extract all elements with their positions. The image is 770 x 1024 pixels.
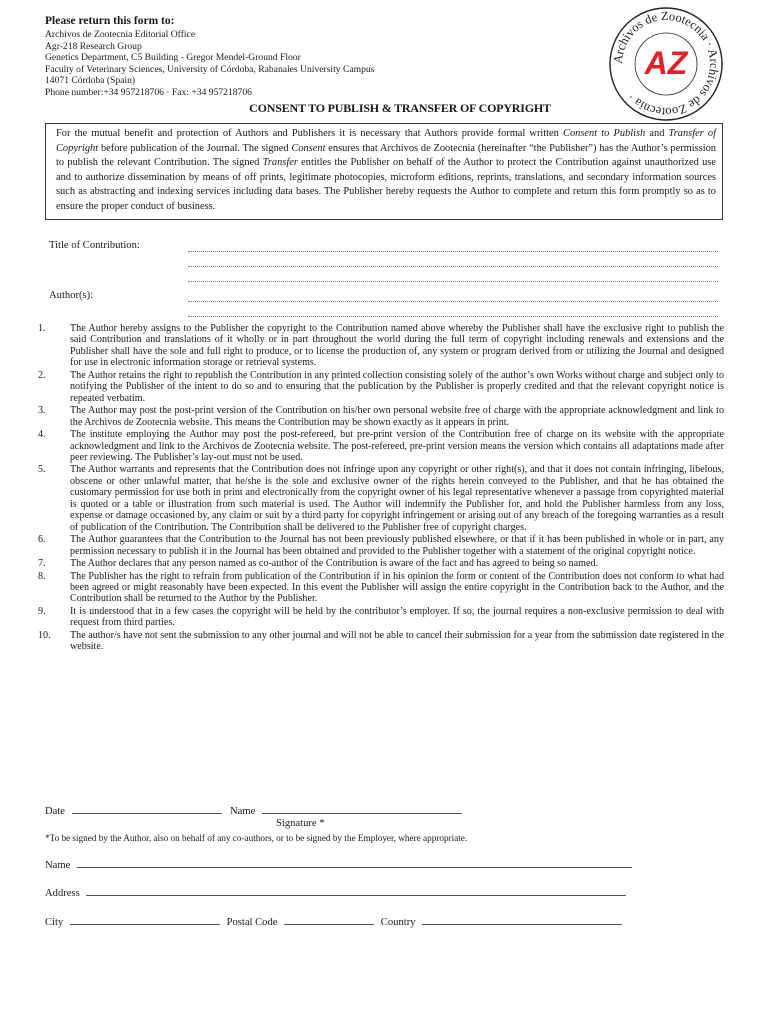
term-number: 6. — [38, 534, 46, 546]
intro-emphasis: Consent to Publish — [563, 128, 646, 139]
postal-code-label: Postal Code — [226, 917, 278, 928]
intro-text: and — [645, 128, 669, 139]
intro-paragraph — [45, 123, 723, 220]
date-label: Date — [45, 806, 65, 817]
title-field-line-2[interactable] — [188, 265, 718, 267]
term-item — [38, 464, 724, 533]
term-item — [38, 558, 724, 569]
date-field[interactable] — [72, 805, 222, 814]
address-line: Genetics Department, C5 Building - Gregor Mendel-Ground Floor — [45, 52, 301, 64]
term-text: The Author retains the right to republish the Contribution in any printed collection consisting solely of the author’s own Works without charge and subject only to notifying the Publisher of the intent to do so and to ensuring that the publication by the Publisher is properly credited and that the relevant copyright notice is repeated verbatim. — [70, 369, 724, 404]
signature-label: Signature * — [276, 818, 325, 829]
city-field[interactable] — [70, 916, 220, 925]
address-label: Address — [45, 888, 80, 899]
signer-name-label: Name — [230, 806, 256, 817]
intro-emphasis: Transfer — [262, 157, 298, 169]
title-of-contribution-label: Title of Contribution: — [49, 240, 140, 251]
postal-code-field[interactable] — [284, 916, 374, 925]
address-line: Phone number:+34 957218706 · Fax: +34 957218706 — [45, 86, 252, 98]
term-number: 2. — [38, 369, 46, 381]
term-number: 4. — [38, 429, 46, 441]
intro-emphasis: Consent — [291, 142, 326, 154]
terms-list — [38, 323, 724, 654]
address-line: Agr-218 Research Group — [45, 40, 142, 52]
intro-text: before publication of the Journal. The signed — [98, 142, 292, 154]
term-number: 1. — [38, 323, 46, 334]
authors-label: Author(s): — [49, 290, 94, 301]
signature-footnote: *To be signed by the Author, also on behalf of any co-authors, or to be signed by the Employer, where appropriate. — [45, 833, 468, 843]
country-field[interactable] — [422, 916, 622, 925]
term-number: 5. — [38, 464, 46, 476]
address-row — [45, 887, 626, 899]
intro-text: ensures that Archivos de Zootecnia (hereinafter “the Publisher”) has the Author’s permission to publish the relevant Contribution. The signed — [56, 142, 716, 169]
address-field[interactable] — [86, 887, 626, 896]
term-text: The institute employing the Author may post the post-refereed, but pre-print version of the Contribution free of charge on its website with the appropriate acknowledgment and link to the Archivos de Zootecnia website. The post-refereed, pre-print version means the version which contains all adaptations made after peer reviewing. The Publisher’s lay-out must not be used. — [70, 429, 724, 463]
country-label: Country — [380, 917, 416, 928]
address-line: Faculty of Veterinary Sciences, University of Córdoba, Rabanales University Campus — [45, 63, 375, 75]
date-row — [45, 805, 222, 817]
term-item — [38, 323, 724, 369]
term-item — [38, 429, 724, 463]
name-field[interactable] — [77, 859, 632, 868]
term-text: The author/s have not sent the submission to any other journal and will not be able to cancel their submission for a year from the submission date registered in the website. — [70, 629, 724, 653]
intro-text: entitles the Publisher on behalf of the Author to protect the Contribution against unauthorized use and to authorize dissemination by means of off prints, legitimate photocopies, microform editions, reprints, translations, and secondary information sources such as abstracting and indexing services including data bases. The Publisher hereby requests the Author to complete and return this form promptly so as to ensure the proper conduct of business. — [56, 157, 716, 212]
term-text: The Author guarantees that the Contribution to the Journal has not been previously published elsewhere, or that if it has been published in whole or in part, any permission necessary to publish it in the Journal has been obtained and provided to the Publisher together with a statement of the original copyright notice. — [70, 534, 724, 557]
signer-name-row — [230, 805, 462, 817]
term-text: The Author may post the post-print version of the Contribution on his/her own personal website free of charge with the appropriate acknowledgment and link to the Archivos de Zootecnia website. This means the Contribution may be shown exactly as it appears in print. — [70, 405, 724, 428]
authors-field-line-2[interactable] — [188, 315, 718, 317]
city-label: City — [45, 917, 64, 928]
signer-name-field[interactable] — [262, 805, 462, 814]
term-number: 7. — [38, 558, 46, 570]
authors-field-line-1[interactable] — [188, 300, 718, 302]
name-row — [45, 859, 632, 871]
title-field-line-1[interactable] — [188, 250, 718, 252]
city-row — [45, 916, 622, 928]
title-field-line-3[interactable] — [188, 280, 718, 282]
term-number: 9. — [38, 605, 46, 617]
return-heading: Please return this form to: — [45, 15, 175, 27]
term-item — [38, 630, 724, 653]
term-text: The Author declares that any person named as co-author of the Contribution is aware of the fact and has agreed to being so named. — [70, 558, 599, 570]
term-item — [38, 534, 724, 557]
intro-text: For the mutual benefit and protection of Authors and Publishers it is necessary that Authors provide formal written — [56, 128, 564, 139]
logo-ring-text: Archivos de Zootecnia · Archivos de Zootecnia · — [610, 8, 722, 120]
name-label: Name — [45, 860, 71, 871]
return-address-block — [45, 14, 565, 99]
term-number: 10. — [38, 629, 51, 641]
address-line: 14071 Córdoba (Spain) — [45, 75, 136, 87]
intro-emphasis: Transfer of Copyright — [56, 128, 717, 154]
document-title: CONSENT TO PUBLISH & TRANSFER OF COPYRIGHT — [249, 101, 551, 115]
term-text: The Publisher has the right to refrain from publication of the Contribution if in his opinion the form or content of the Contribution does not conform to what had been agreed or might reasonably have been expected. In this event the Publisher will assign the entire copyright in the Contribution back to the Author, and the Contribution shall be returned to the Author by the Publisher. — [70, 570, 724, 605]
term-text: The Author warrants and represents that the Contribution does not infringe upon any copyright or other right(s), and that it does not contain infringing, libelous, obscene or other unlawful matter, that he/she is the sole and exclusive owner of the rights herein conveyed to the Publisher, and that he has obtained the customary permission for use both in print and electronically from the copyright owner of his legal representative whenever a passage from copyrighted material is quoted or a table or illustration from such material is used. The Author will indemnify the Publisher for, and hold the Publisher harmless from any loss, expense or damage occasioned by, any claim or suit by a third party for copyright infringement or arising out of any breach of the foregoing warranties as a result of publication of the Contribution. The Contribution shall be delivered to the Publisher free of copyright charges. — [70, 464, 724, 533]
term-number: 8. — [38, 570, 46, 582]
term-text: It is understood that in a few cases the copyright will be held by the contributor’s employer. If so, the journal requires a non-exclusive permission to deal with request from third parties. — [70, 605, 724, 629]
term-text: The Author hereby assigns to the Publisher the copyright to the Contribution named above whereby the Publisher shall have the exclusive right to publish the said Contribution and translations of it wholly or in part throughout the world during the full term of copyright including renewals and extensions and the Publisher shall have the sole and full right to produce, or to license the production of, any system or program derived from or utilizing the Journal and designed for use in electronic information storage or retrieval systems. — [70, 323, 724, 369]
term-item — [38, 606, 724, 629]
term-item — [38, 405, 724, 428]
address-line: Archivos de Zootecnia Editorial Office — [45, 29, 196, 40]
term-item — [38, 370, 724, 404]
logo-initials: AZ — [644, 45, 688, 81]
term-item — [38, 571, 724, 605]
term-number: 3. — [38, 405, 46, 417]
